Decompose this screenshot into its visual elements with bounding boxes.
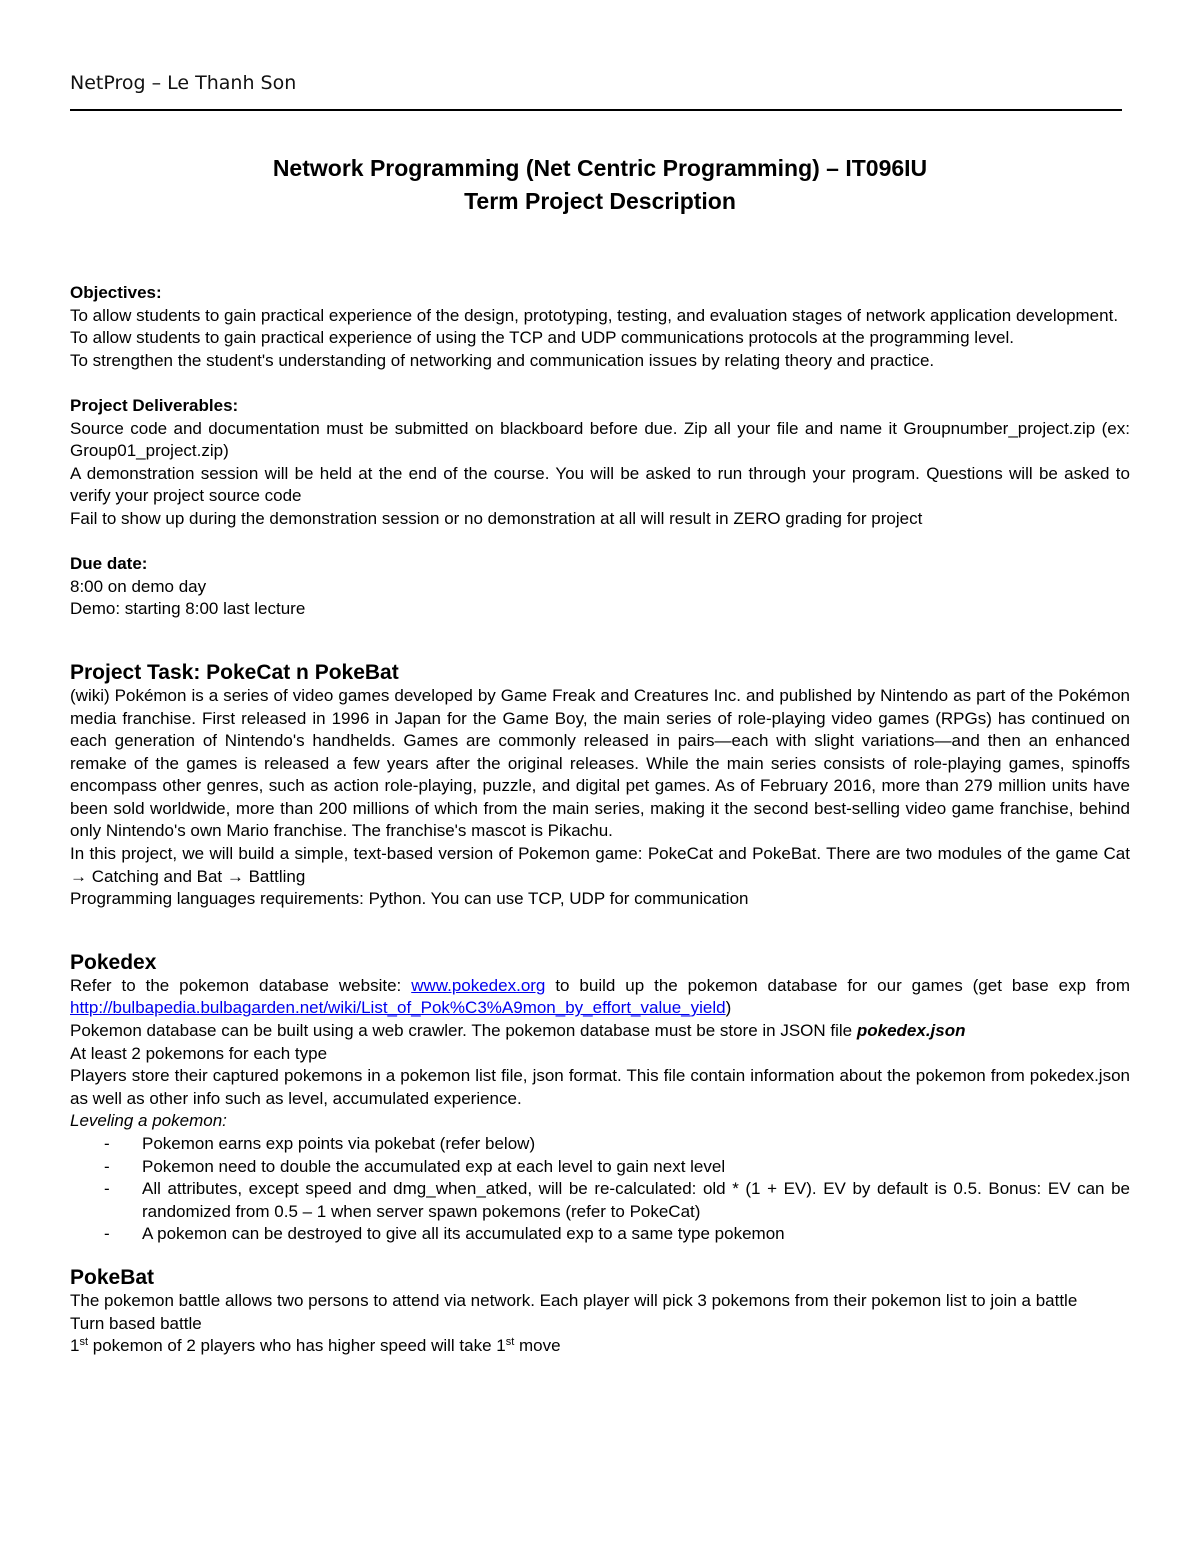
- due-date-item: 8:00 on demo day: [70, 576, 207, 596]
- spacer: [70, 372, 1130, 395]
- pokebat-heading: PokeBat: [70, 1265, 155, 1289]
- project-task-heading: Project Task: PokeCat n PokeBat: [70, 660, 399, 684]
- deliverable-item: Fail to show up during the demonstration session or no demonstration at all will result in ZERO grading for project: [70, 508, 923, 528]
- objective-item: To strengthen the student's understanding of networking and communication issues by relating theory and practice.: [70, 350, 935, 370]
- spacer: [70, 531, 1130, 554]
- spacer: [70, 1246, 1130, 1266]
- deliverable-item: Source code and documentation must be submitted on blackboard before due. Zip all your file and name it Groupnumber_project.zip (ex: Group01_project.zip): [70, 418, 1130, 461]
- pokedex-paragraph: At least 2 pokemons for each type: [70, 1043, 328, 1063]
- list-item: [70, 1223, 1130, 1246]
- pokedex-heading: Pokedex: [70, 950, 157, 974]
- objective-item: To allow students to gain practical experience of using the TCP and UDP communications protocols at the programming level.: [70, 328, 1014, 348]
- document-title: Network Programming (Net Centric Programming) – IT096IU: [272, 155, 928, 181]
- pokebat-text: pokemon of 2 players who has higher speed will take 1: [88, 1336, 506, 1356]
- document-subtitle: Term Project Description: [464, 188, 736, 214]
- document-body: [70, 282, 1130, 1358]
- dash-bullet: -: [104, 1156, 110, 1176]
- dash-bullet: -: [104, 1134, 110, 1153]
- pokebat-text: move: [514, 1336, 561, 1356]
- pokedex-ref-text: Refer to the pokemon database website:: [70, 975, 412, 995]
- deliverable-item: A demonstration session will be held at the end of the course. You will be asked to run through your program. Questions will be asked to verify your project source code: [70, 463, 1130, 506]
- spacer: [70, 621, 1130, 661]
- pokedex-reference-paragraph: [70, 975, 1130, 1020]
- pokebat-paragraph: The pokemon battle allows two persons to attend via network. Each player will pick 3 pokemons from their pokemon list to join a battle: [70, 1290, 1078, 1310]
- page-header: NetProg – Le Thanh Son: [70, 72, 297, 94]
- ordinal-superscript: st: [505, 1336, 515, 1349]
- list-item: [70, 1178, 1130, 1223]
- leveling-list: [70, 1133, 1130, 1246]
- list-item: [70, 1156, 1130, 1179]
- pokedex-paragraph: Players store their captured pokemons in a pokemon list file, json format. This file contain information about the pokemon from pokedex.json as well as other info such as level, accumulated experience.: [70, 1066, 1130, 1108]
- task-paragraph: (wiki) Pokémon is a series of video games developed by Game Freak and Creatures Inc. and published by Nintendo as part of the Pokémon media franchise. First released in 1996 in Japan for the Game Boy, the main series of role-playing video games (RPGs) has continued on each generation of Nintendo's handhelds. Games are commonly released in pairs—each with slight variations—and then an enhanced remake of the games is released a few years after the original releases. While the main series consists of role-playing games, spinoffs encompass other genres, such as action role-playing, puzzle, and digital pet games. As of February 2016, more than 279 million units have been sold worldwide, more than 200 millions of which from the main series, making it the second best-selling video game franchise, behind only Nintendo's own Mario franchise. The franchise's mascot is Pikachu.: [70, 685, 1130, 841]
- leveling-label: Leveling a pokemon:: [70, 1111, 227, 1131]
- spacer: [70, 911, 1130, 951]
- dash-bullet: -: [104, 1179, 110, 1199]
- list-item-text: Pokemon need to double the accumulated exp at each level to gain next level: [142, 1156, 726, 1176]
- pokedex-db-text: Pokemon database can be built using a web crawler. The pokemon database must be store in JSON file: [70, 1021, 857, 1041]
- pokedex-org-link[interactable]: www.pokedex.org: [411, 975, 546, 995]
- due-date-label: Due date:: [70, 554, 148, 574]
- list-item-text: All attributes, except speed and dmg_when_atked, will be re-calculated: old * (1 + EV). EV by default is 0.5. Bonus: EV can be randomized from 0.5 – 1 when server spawn pokemons (refer to PokeCat): [142, 1179, 1130, 1221]
- pokedex-db-paragraph: [70, 1020, 1130, 1043]
- list-item-text: Pokemon earns exp points via pokebat (refer below): [142, 1134, 536, 1153]
- bulbapedia-link[interactable]: http://bulbapedia.bulbagarden.net/wiki/List_of_Pok%C3%A9mon_by_effort_value_yield: [70, 998, 726, 1018]
- pokedex-json-filename: pokedex.json: [856, 1021, 966, 1041]
- deliverables-label: Project Deliverables:: [70, 395, 239, 415]
- pokebat-paragraph: Turn based battle: [70, 1313, 202, 1333]
- pokedex-ref-text: ): [725, 998, 732, 1018]
- pokedex-ref-text: to build up the pokemon database for our games (get base exp from: [545, 975, 1130, 995]
- dash-bullet: -: [104, 1224, 110, 1244]
- pokebat-first-move-paragraph: [70, 1335, 1130, 1358]
- objectives-label: Objectives:: [70, 283, 162, 302]
- objective-item: To allow students to gain practical experience of the design, prototyping, testing, and evaluation stages of network application development.: [70, 305, 1119, 325]
- task-paragraph: Programming languages requirements: Python. You can use TCP, UDP for communication: [70, 889, 749, 909]
- due-date-item: Demo: starting 8:00 last lecture: [70, 599, 306, 619]
- pokebat-text: 1: [70, 1336, 80, 1356]
- list-item-text: A pokemon can be destroyed to give all its accumulated exp to a same type pokemon: [142, 1224, 785, 1244]
- task-paragraph: In this project, we will build a simple, text-based version of Pokemon game: PokeCat and PokeBat. There are two modules of the game Cat → Catching and Bat → Battling: [70, 844, 1130, 886]
- list-item: [70, 1133, 1130, 1156]
- ordinal-superscript: st: [79, 1336, 89, 1349]
- header-rule: [70, 109, 1122, 111]
